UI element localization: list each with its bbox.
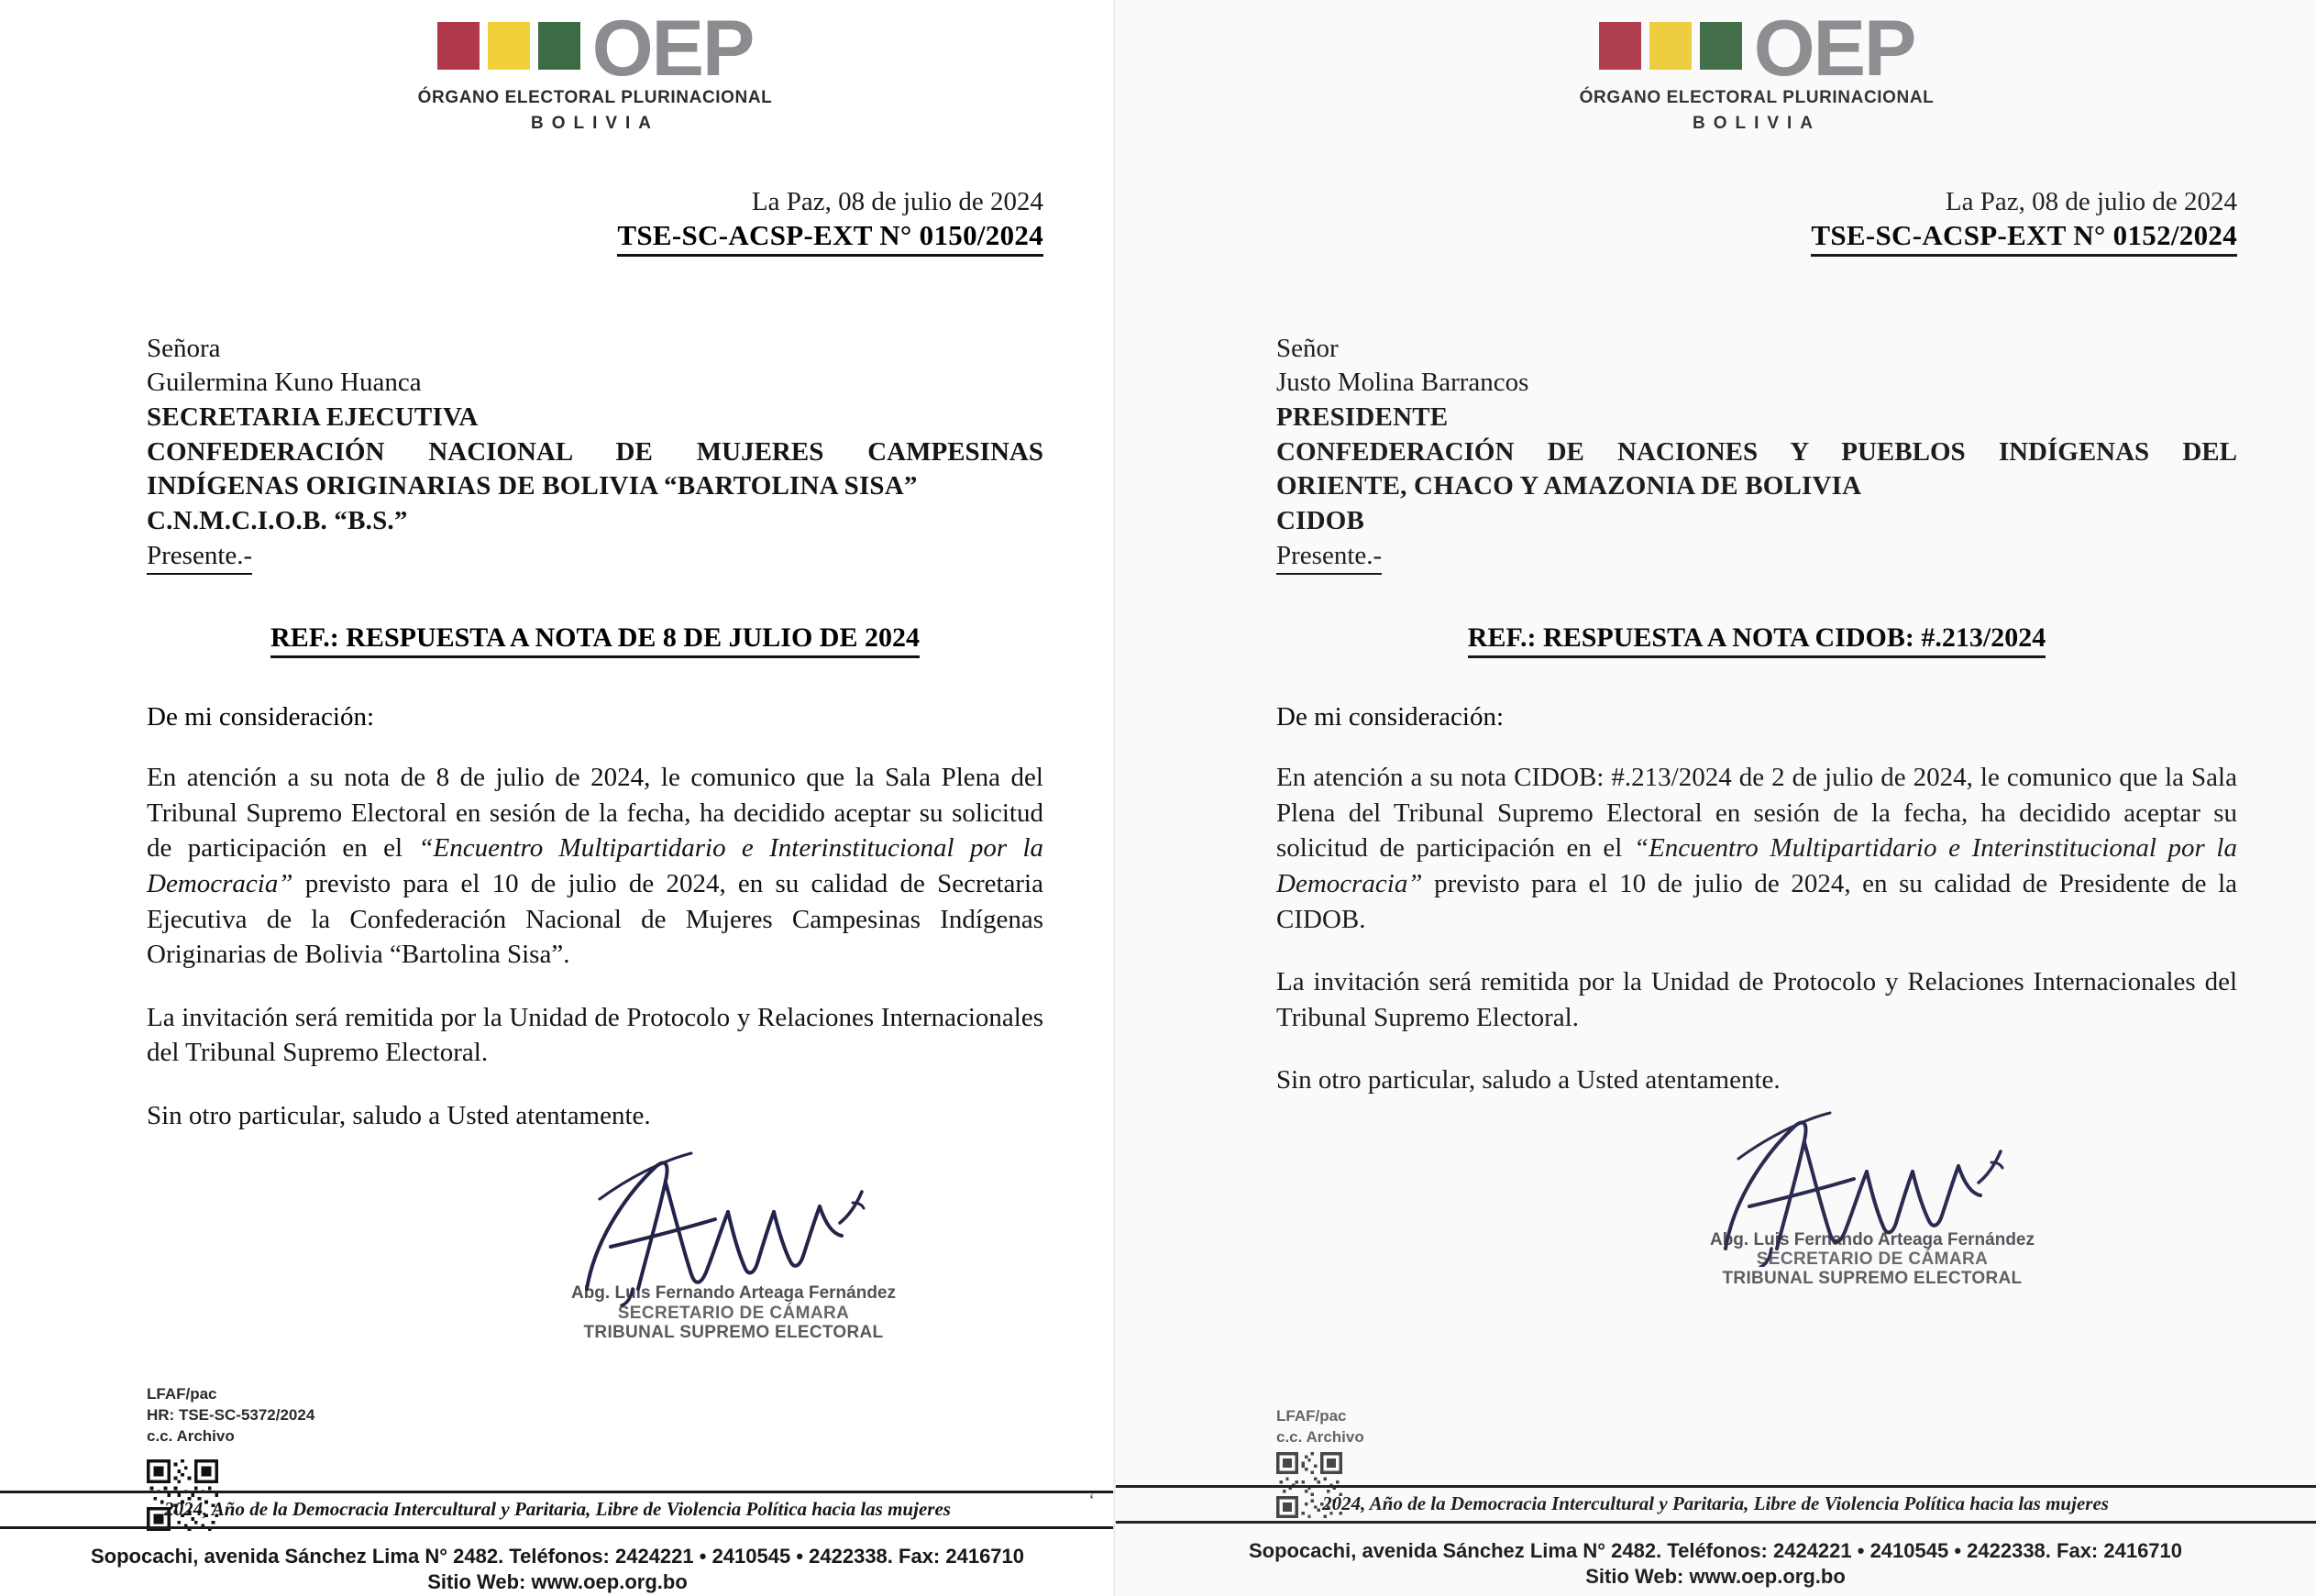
page-footer xyxy=(0,1491,1115,1596)
code-cc: c.c. Archivo xyxy=(147,1427,235,1446)
footer-contact xyxy=(1115,1538,2316,1590)
paragraph-2: La invitación será remitida por la Unidad de Protocolo y Relaciones Internacionales del Tribunal Supremo Electoral. xyxy=(147,1002,1043,1068)
signature-block xyxy=(147,1146,1043,1357)
code-hr: HR: TSE-SC-5372/2024 xyxy=(147,1406,315,1425)
oep-country: BOLIVIA xyxy=(530,113,660,133)
paragraph-1-post: previsto para el 10 de julio de 2024, en su calidad de Presidente de la CIDOB. xyxy=(1276,869,2237,934)
paragraph-1 xyxy=(1276,760,2237,937)
recipient-block xyxy=(1276,332,2237,576)
paragraph-1-event-title: “Encuentro Multipartidario e Interinstitucional por la Democracia” xyxy=(1276,833,2237,899)
date-block xyxy=(147,187,1043,257)
oep-organization-name: ÓRGANO ELECTORAL PLURINACIONAL xyxy=(1579,87,1935,107)
letter-reference-number: TSE-SC-ACSP-EXT N° 0152/2024 xyxy=(1811,219,2237,257)
recipient-organization-line-1: CONFEDERACIÓN NACIONAL DE MUJERES CAMPESINAS xyxy=(147,436,1043,467)
slogan-band xyxy=(1115,1485,2316,1524)
slogan-band xyxy=(0,1491,1115,1529)
scan-artifact-mark: ‘ xyxy=(1088,1491,1095,1511)
date-block xyxy=(1276,187,2237,257)
letter-date: La Paz, 08 de julio de 2024 xyxy=(1945,186,2237,216)
presente-label: Presente.- xyxy=(147,539,252,576)
footer-address: Sopocachi, avenida Sánchez Lima N° 2482. Teléfonos: 2424221 • 2410545 • 2422338. Fax: 2416710 xyxy=(90,1544,1025,1568)
subject-reference xyxy=(1276,622,2237,658)
signer-name: Abg. Luis Fernando Arteaga Fernández xyxy=(570,1283,896,1304)
signer-title: SECRETARIO DE CÁMARA xyxy=(617,1303,850,1323)
subject-reference-text: REF.: RESPUESTA A NOTA DE 8 DE JULIO DE 2024 xyxy=(270,622,920,658)
recipient-salutation: Señora xyxy=(147,333,221,363)
recipient-name: Guilermina Kuno Huanca xyxy=(147,368,422,398)
letter-reference-number: TSE-SC-ACSP-EXT N° 0150/2024 xyxy=(617,219,1043,257)
oep-country: BOLIVIA xyxy=(1692,113,1822,133)
recipient-block xyxy=(147,332,1043,576)
signer-title: SECRETARIO DE CÁMARA xyxy=(1756,1249,1989,1270)
paragraph-1-event-title: “Encuentro Multipartidario e Interinstitucional por la Democracia” xyxy=(147,833,1044,899)
subject-reference xyxy=(147,622,1043,658)
paragraph-2: La invitación será remitida por la Unidad de Protocolo y Relaciones Internacionales del Tribunal Supremo Electoral. xyxy=(1276,967,2237,1032)
subject-reference-text: REF.: RESPUESTA A NOTA CIDOB: #.213/2024 xyxy=(1468,622,2046,658)
page-footer xyxy=(1115,1485,2316,1590)
greeting: De mi consideración: xyxy=(147,702,375,732)
recipient-role: PRESIDENTE xyxy=(1276,402,1449,432)
paragraph-1-pre: En atención a su nota CIDOB: #.213/2024 de 2 de julio de 2024, le comunico que la Sala Plena del Tribunal Supremo Electoral en sesión de la fecha, ha decidido aceptar su solicitud de participación en el xyxy=(1276,763,2237,864)
internal-codes xyxy=(1276,1406,2237,1448)
closing-line: Sin otro particular, saludo a Usted atentamente. xyxy=(1276,1065,1781,1095)
flag-square-red xyxy=(1599,22,1641,70)
code-initials: LFAF/pac xyxy=(147,1385,217,1403)
closing-line: Sin otro particular, saludo a Usted atentamente. xyxy=(147,1100,651,1130)
greeting: De mi consideración: xyxy=(1276,702,1505,732)
oep-logo xyxy=(417,5,773,134)
signature-stamp xyxy=(1689,1230,2056,1289)
flag-square-yellow xyxy=(1649,22,1692,70)
presente-label: Presente.- xyxy=(1276,539,1382,576)
code-initials: LFAF/pac xyxy=(1276,1406,1347,1425)
page-seam-divider xyxy=(1113,0,1116,1596)
oep-acronym: OEP xyxy=(591,5,754,93)
signer-institution: TRIBUNAL SUPREMO ELECTORAL xyxy=(583,1322,884,1342)
recipient-organization-line-1: CONFEDERACIÓN DE NACIONES Y PUEBLOS INDÍGENAS DEL xyxy=(1276,436,2237,467)
recipient-salutation: Señor xyxy=(1276,333,1339,363)
letter-page-right xyxy=(1115,0,2316,1596)
letter-page-left xyxy=(0,0,1115,1596)
paragraph-1 xyxy=(147,760,1043,972)
recipient-organization-line-3: C.N.M.C.I.O.B. “B.S.” xyxy=(147,505,408,535)
flag-square-red xyxy=(437,22,480,70)
recipient-name: Justo Molina Barrancos xyxy=(1276,368,1529,398)
signature-stamp xyxy=(550,1283,917,1342)
code-cc: c.c. Archivo xyxy=(1276,1427,1364,1446)
oep-logo xyxy=(1579,5,1935,134)
footer-website: Sitio Web: www.oep.org.bo xyxy=(1585,1565,1846,1589)
paragraph-1-post: previsto para el 10 de julio de 2024, en su calidad de Secretaria Ejecutiva de la Confederación Nacional de Mujeres Campesinas Indígenas Originarias de Bolivia “Bartolina Sisa”. xyxy=(147,869,1043,970)
oep-acronym: OEP xyxy=(1753,5,1915,93)
flag-square-green xyxy=(1700,22,1742,70)
recipient-organization-line-2: INDÍGENAS ORIGINARIAS DE BOLIVIA “BARTOLINA SISA” xyxy=(147,471,918,501)
signature-block xyxy=(1276,1111,2237,1322)
signer-name: Abg. Luis Fernando Arteaga Fernández xyxy=(1709,1229,2035,1249)
footer-address: Sopocachi, avenida Sánchez Lima N° 2482. Teléfonos: 2424221 • 2410545 • 2422338. Fax: 2416710 xyxy=(1248,1538,2183,1562)
footer-contact xyxy=(0,1544,1115,1596)
internal-codes xyxy=(147,1384,1043,1447)
recipient-role: SECRETARIA EJECUTIVA xyxy=(147,402,479,432)
recipient-organization-line-3: CIDOB xyxy=(1276,505,1365,535)
oep-organization-name: ÓRGANO ELECTORAL PLURINACIONAL xyxy=(417,87,773,107)
recipient-organization-line-2: ORIENTE, CHACO Y AMAZONIA DE BOLIVIA xyxy=(1276,471,1862,501)
footer-slogan: 2024, Año de la Democracia Intercultural y Paritaria, Libre de Violencia Política hacia las mujeres xyxy=(164,1497,951,1520)
footer-website: Sitio Web: www.oep.org.bo xyxy=(427,1570,688,1594)
letter-date: La Paz, 08 de julio de 2024 xyxy=(751,186,1043,216)
flag-square-yellow xyxy=(488,22,530,70)
flag-square-green xyxy=(538,22,580,70)
paragraph-1-pre: En atención a su nota de 8 de julio de 2024, le comunico que la Sala Plena del Tribunal Supremo Electoral en sesión de la fecha, ha decidido aceptar su solicitud de participación en el xyxy=(147,763,1043,864)
signer-institution: TRIBUNAL SUPREMO ELECTORAL xyxy=(1722,1269,2023,1289)
footer-slogan: 2024, Año de la Democracia Intercultural y Paritaria, Libre de Violencia Política hacia las mujeres xyxy=(1322,1491,2109,1514)
